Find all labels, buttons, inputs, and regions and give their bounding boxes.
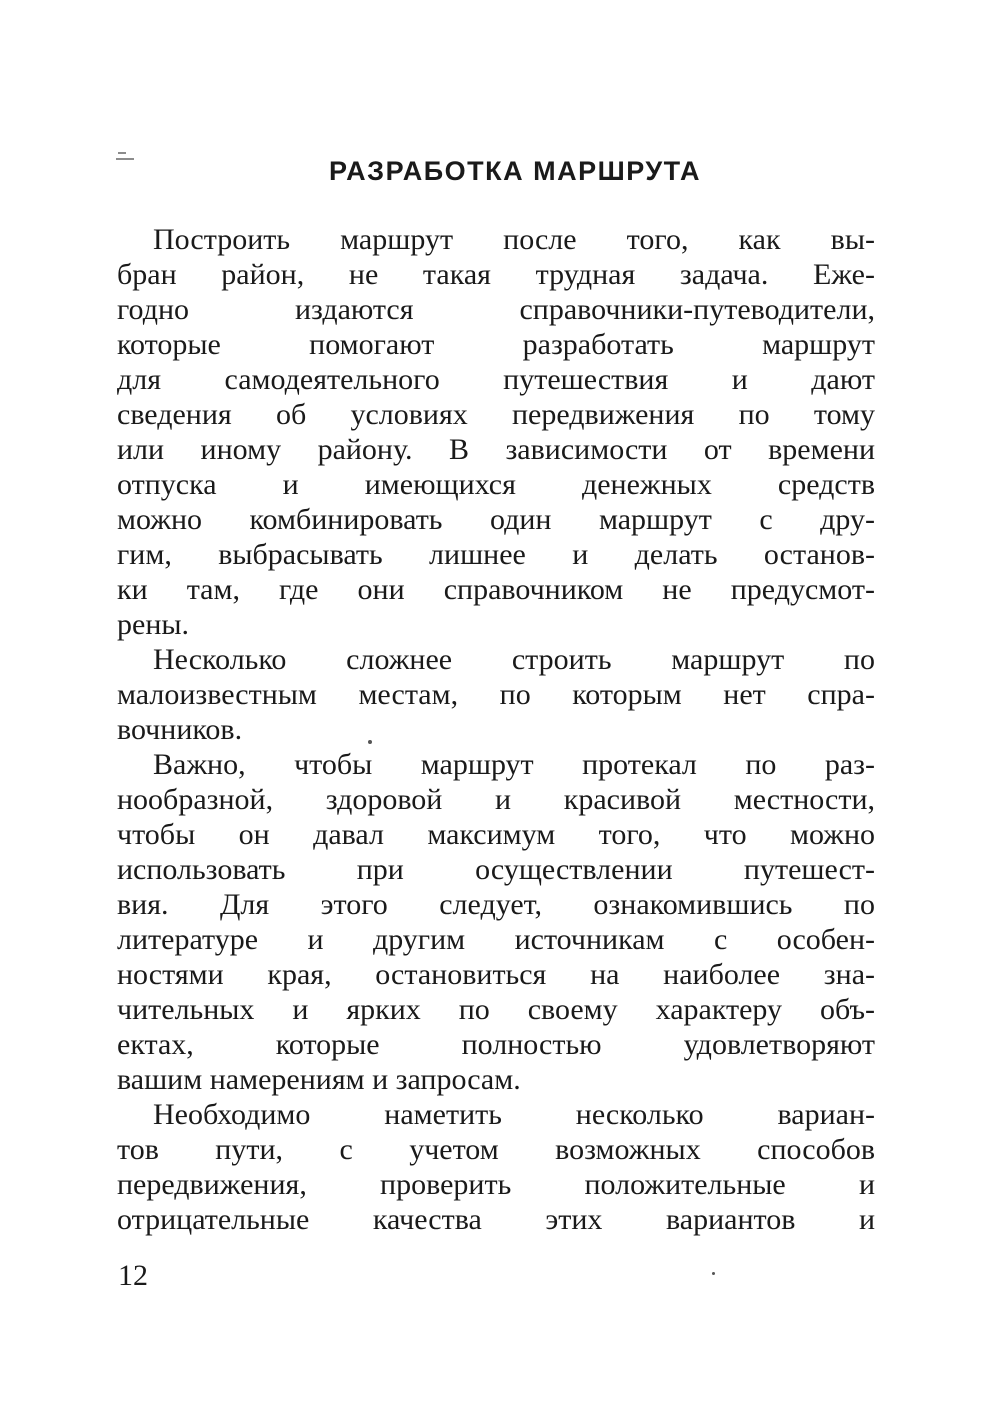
text-line: тов пути, с учетом возможных способов bbox=[117, 1133, 875, 1166]
ink-speck-decoration bbox=[368, 740, 372, 744]
text-line: отрицательные качества этих вариантов и bbox=[117, 1203, 875, 1236]
text-line: Важно, чтобы маршрут протекал по раз- bbox=[153, 748, 875, 781]
text-line: гим, выбрасывать лишнее и делать останов- bbox=[117, 538, 875, 571]
text-line: ки там, где они справочником не предусмот- bbox=[117, 573, 875, 606]
text-line: использовать при осуществлении путешест- bbox=[117, 853, 875, 886]
text-line: чительных и ярких по своему характеру объ- bbox=[117, 993, 875, 1026]
paragraph bbox=[117, 222, 875, 642]
text-line: рены. bbox=[117, 608, 190, 641]
text-line: которые помогают разработать маршрут bbox=[117, 328, 875, 361]
page-number: 12 bbox=[118, 1259, 148, 1292]
text-line: Необходимо наметить несколько вариан- bbox=[153, 1098, 875, 1131]
text-line: ностями края, остановиться на наиболее зна- bbox=[117, 958, 875, 991]
text-line: или иному району. В зависимости от времени bbox=[117, 433, 875, 466]
text-line: вашим намерениям и запросам. bbox=[117, 1063, 521, 1096]
paragraph bbox=[117, 642, 875, 747]
text-line: литературе и другим источникам с особен- bbox=[117, 923, 875, 956]
text-line: бран район, не такая трудная задача. Еже- bbox=[117, 258, 875, 291]
text-line: вочников. bbox=[117, 713, 243, 746]
paragraph bbox=[117, 747, 875, 1097]
text-line: сведения об условиях передвижения по тому bbox=[117, 398, 875, 431]
text-line: малоизвестным местам, по которым нет спра- bbox=[117, 678, 875, 711]
text-line: передвижения, проверить положительные и bbox=[117, 1168, 875, 1201]
text-line: годно издаются справочники-путеводители, bbox=[117, 293, 875, 326]
chapter-title: РАЗРАБОТКА МАРШРУТА bbox=[329, 156, 701, 186]
text-line: Несколько сложнее строить маршрут по bbox=[153, 643, 875, 676]
text-line: для самодеятельного путешествия и дают bbox=[117, 363, 875, 396]
text-line: ектах, которые полностью удовлетворяют bbox=[117, 1028, 875, 1061]
body-text bbox=[117, 222, 875, 1237]
ink-speck-decoration bbox=[712, 1272, 715, 1275]
text-line: чтобы он давал максимум того, что можно bbox=[117, 818, 875, 851]
text-line: вия. Для этого следует, ознакомившись по bbox=[117, 888, 875, 921]
text-line: нообразной, здоровой и красивой местности, bbox=[117, 783, 875, 816]
text-line: можно комбинировать один маршрут с дру- bbox=[117, 503, 875, 536]
paragraph bbox=[117, 1097, 875, 1237]
text-line: отпуска и имеющихся денежных средств bbox=[117, 468, 875, 501]
text-line: Построить маршрут после того, как вы- bbox=[153, 223, 875, 256]
